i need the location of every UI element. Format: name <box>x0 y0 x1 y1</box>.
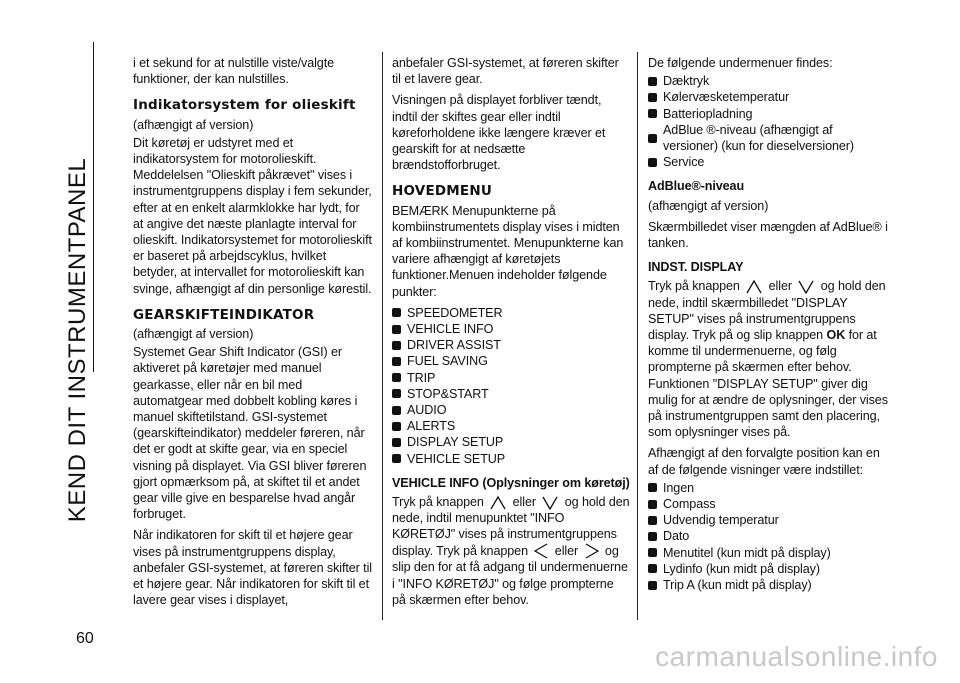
main-menu-heading: HOVEDMENU <box>392 183 493 200</box>
submenu-item-label: Dæktryk <box>663 74 710 89</box>
vehicle-info-text: og hold den nede, indtil menupunktet "INFO KØRETØJ" vises på instrumentgruppens display. Tryk på knappen <box>392 495 630 558</box>
menu-item <box>392 434 630 450</box>
display-setup-heading: INDST. DISPLAY <box>648 260 744 275</box>
bullet-icon <box>648 158 657 167</box>
submenu-item-label: Kølervæsketemperatur <box>663 90 790 105</box>
display-setup-text: Tryk på knappen <box>648 279 740 294</box>
display-setup-text: for at komme til undermenuerne, og følg prompterne på skærmen efter behov. Funktionen "DISPLAY SETUP" giver dig mulig for at ændre de oplysninger, der vises på instrumentgruppen samt den placering, som oplysninger vises på. <box>648 328 888 440</box>
vehicle-info-text: og slip den for at få adgang til undermenuerne i "INFO KØRETØJ" og følge prompterne på skærmen efter behov. <box>392 543 628 607</box>
bullet-icon <box>392 341 401 350</box>
vehicle-info-text: Tryk på knappen <box>392 495 484 510</box>
bullet-icon <box>648 77 657 86</box>
menu-item <box>392 305 630 321</box>
bullet-icon <box>648 581 657 590</box>
submenu-list <box>648 73 888 170</box>
arrow-up-icon <box>490 496 506 510</box>
bullet-icon <box>392 438 401 447</box>
menu-item <box>392 402 630 418</box>
submenu-item <box>648 106 888 122</box>
display-setup-text: og hold den nede, indtil skærmbilledet "DISPLAY SETUP" vises på instrumentgruppens display. Tryk på og slip knappen <box>648 279 886 343</box>
bullet-icon <box>392 308 401 317</box>
gsi-continued: anbefaler GSI-systemet, at føreren skifter til et lavere gear. <box>392 56 619 87</box>
menu-item <box>392 418 630 434</box>
config-item-label: Compass <box>663 497 716 512</box>
bullet-icon <box>392 406 401 415</box>
menu-item-label: FUEL SAVING <box>407 354 488 369</box>
or-text: eller <box>554 543 579 558</box>
submenu-item <box>648 73 888 89</box>
adblue-body: Skærmbilledet viser mængden af AdBlue® i tanken. <box>648 219 888 251</box>
oil-change-note: (afhængigt af version) <box>133 117 254 132</box>
column-3 <box>648 55 888 599</box>
menu-item-label: AUDIO <box>407 403 447 418</box>
or-text: eller <box>512 495 536 510</box>
arrow-right-icon <box>585 543 599 559</box>
oil-change-body: Dit køretøj er udstyret med et indikatorsystem for motorolieskift. Meddelelsen "Olieskift påkrævet" vises i instrumentgruppens display i fem sekunder, efter at en enkelt alarmklokke har lydt, for at angive det næste planlagte interval for olieskift. Indikatorsystemet for motorolieskift er baseret på arbejdscyklus, hvilket betyder, at intervallet for motorolieskift kan svinge, afhængigt af din personlige kørestil. <box>133 135 372 296</box>
submenu-item <box>648 154 888 170</box>
bullet-icon <box>392 357 401 366</box>
bullet-icon <box>648 532 657 541</box>
bullet-icon <box>648 500 657 509</box>
bullet-icon <box>392 325 401 334</box>
menu-item-label: SPEEDOMETER <box>407 305 503 320</box>
menu-item <box>392 353 630 369</box>
gsi-heading: GEARSKIFTEINDIKATOR <box>133 306 315 323</box>
adblue-note: (afhængigt af version) <box>648 198 769 213</box>
config-item-label: Trip A (kun midt på display) <box>663 578 812 593</box>
column-1 <box>133 55 373 614</box>
config-item-label: Dato <box>663 529 690 544</box>
bullet-icon <box>648 109 657 118</box>
submenu-item <box>648 122 888 154</box>
bullet-icon <box>648 516 657 525</box>
bullet-icon <box>648 134 657 143</box>
vehicle-info-body <box>392 494 630 608</box>
column-2 <box>392 55 630 613</box>
menu-item-label: STOP&START <box>407 386 489 401</box>
page-number: 60 <box>76 630 94 647</box>
config-item <box>648 496 888 512</box>
menu-item <box>392 337 630 353</box>
main-menu-body: BEMÆRK Menupunkterne på kombiinstrumentets display vises i midten af kombiinstrumentet. Menupunkterne kan variere afhængigt af køretøjets funktioner.Menuen indeholder følgende punkter: <box>392 203 624 299</box>
bullet-icon <box>648 548 657 557</box>
bullet-icon <box>392 422 401 431</box>
gsi-body-1: Systemet Gear Shift Indicator (GSI) er aktiveret på køretøjer med manuel gearkasse, eller når en bil med automatgear med dobbelt kobling køres i manuel skiftetilstand. GSI-systemet (gearskifteindikator) meddeler føreren, når det er godt at skifte gear, via en speciel visning på displayet. Via GSI bliver føreren gjort opmærksom på, at skiftet til et andet gear ville give en besparelse hvad angår forbruget. <box>133 345 367 522</box>
chapter-title: KEND DIT INSTRUMENTPANEL <box>64 157 91 523</box>
config-item-label: Udvendig temperatur <box>663 513 779 528</box>
submenu-item-label: Batteriopladning <box>663 106 753 121</box>
config-item <box>648 512 888 528</box>
config-item <box>648 545 888 561</box>
column-divider <box>382 52 383 620</box>
config-item <box>648 561 888 577</box>
or-text: eller <box>768 279 792 294</box>
vehicle-info-heading: VEHICLE INFO (Oplysninger om køretøj) <box>392 475 630 490</box>
gsi-continued-2: Visningen på displayet forbliver tændt, indtil der skiftes gear eller indtil køreforholdene ikke længere kræver et gearskift for at nedsætte brændstofforbruget. <box>392 93 606 173</box>
column-divider <box>637 52 638 620</box>
config-item-label: Ingen <box>663 480 695 495</box>
watermark: carmanualsonline.info <box>655 641 938 672</box>
submenu-item-label: Service <box>663 155 705 170</box>
config-item <box>648 577 888 593</box>
bullet-icon <box>392 373 401 382</box>
config-list <box>648 480 888 593</box>
bullet-icon <box>392 454 401 463</box>
menu-item-label: DRIVER ASSIST <box>407 338 501 353</box>
submenu-item-label: AdBlue ®-niveau (afhængigt af versioner) (kun for dieselversioner) <box>663 122 854 154</box>
oil-change-heading: Indikatorsystem for olieskift <box>133 97 356 114</box>
gsi-body-2: Når indikatoren for skift til et højere gear vises på instrumentgruppens display, anbefaler GSI-systemet, at føreren skifter til et højere gear. Når indikatoren for skift til et lavere gear vises i displayet, <box>133 528 372 608</box>
menu-item <box>392 451 630 467</box>
menu-item-label: VEHICLE SETUP <box>407 451 506 466</box>
gsi-note: (afhængigt af version) <box>133 327 254 342</box>
menu-item <box>392 386 630 402</box>
bullet-icon <box>648 564 657 573</box>
ok-button-label: OK <box>826 328 846 343</box>
menu-item-label: VEHICLE INFO <box>407 322 494 337</box>
submenu-intro: De følgende undermenuer findes: <box>648 56 833 70</box>
menu-item-label: DISPLAY SETUP <box>407 435 504 450</box>
adblue-heading: AdBlue®-niveau <box>648 179 745 194</box>
config-item <box>648 528 888 544</box>
bullet-icon <box>648 93 657 102</box>
chapter-divider <box>93 42 94 372</box>
menu-item-label: TRIP <box>407 370 436 385</box>
bullet-icon <box>648 483 657 492</box>
arrow-left-icon <box>534 543 548 559</box>
intro-text: i et sekund for at nulstille viste/valgte funktioner, der kan nulstilles. <box>133 56 335 87</box>
submenu-item <box>648 89 888 105</box>
bullet-icon <box>392 389 401 398</box>
menu-item <box>392 321 630 337</box>
display-setup-body <box>648 278 888 440</box>
arrow-up-icon <box>746 280 762 294</box>
arrow-down-icon <box>542 496 558 510</box>
main-menu-list <box>392 305 630 467</box>
config-intro: Afhængigt af den forvalgte position kan en af de følgende visninger være indstillet: <box>648 446 880 477</box>
config-item-label: Menutitel (kun midt på display) <box>663 545 831 560</box>
config-item <box>648 480 888 496</box>
menu-item <box>392 370 630 386</box>
menu-item-label: ALERTS <box>407 419 456 434</box>
arrow-down-icon <box>798 280 814 294</box>
config-item-label: Lydinfo (kun midt på display) <box>663 561 820 576</box>
